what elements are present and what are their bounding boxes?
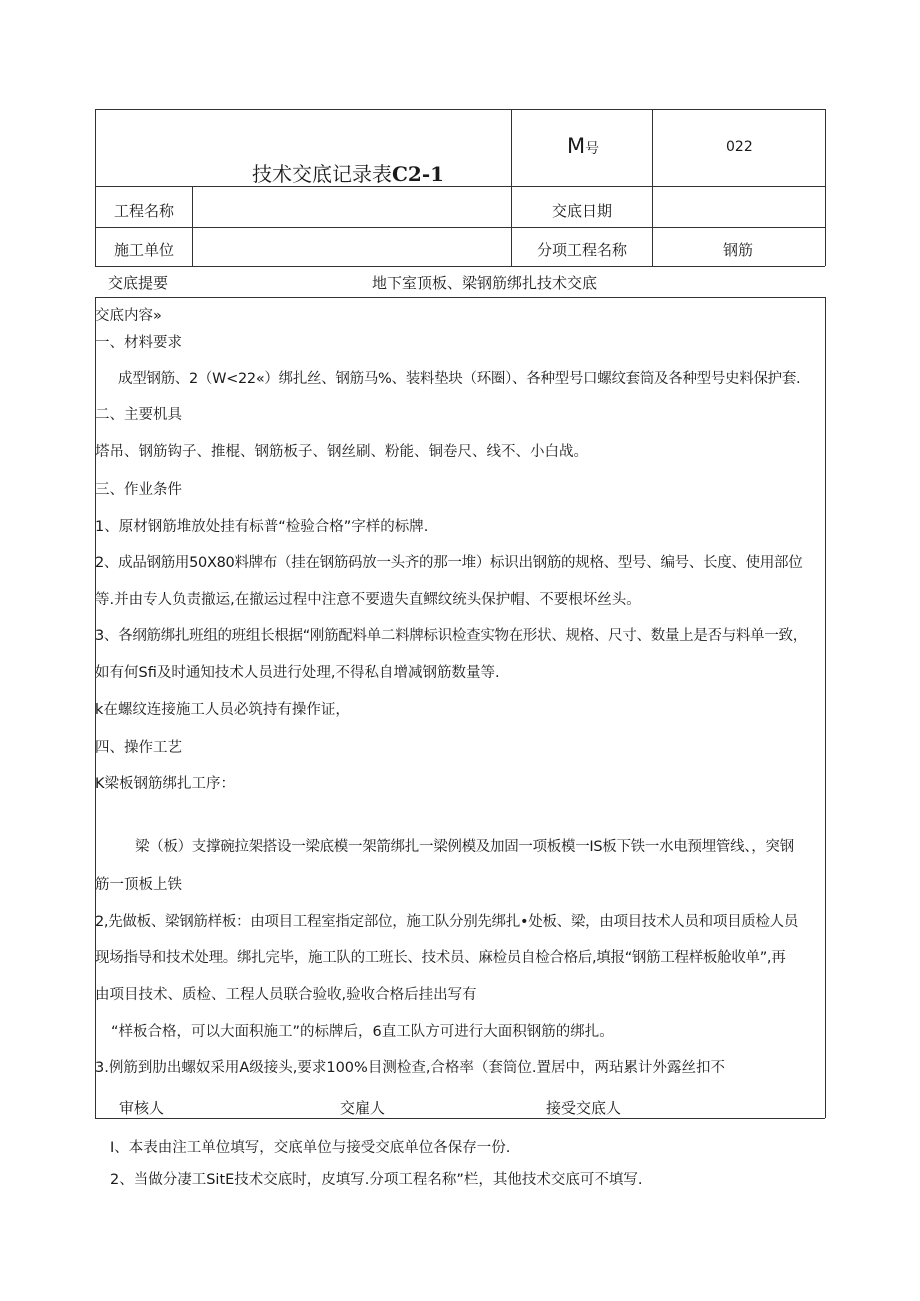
row-divider-4 — [95, 297, 825, 298]
project-name-label: 工程名称 — [114, 202, 175, 220]
content-line-4: 二、主要机具 — [95, 407, 182, 423]
project-name-value[interactable] — [200, 200, 500, 220]
table-left-border — [95, 109, 96, 266]
content-line-21: 3.例筋到肋出螺奴采用A级接头,要求100%目测检查,合格率（套筒位.置居中，两玷累计外露丝扣不 — [95, 1060, 726, 1076]
content-line-16: 筋一顶板上铁 — [95, 877, 182, 893]
unit-value[interactable] — [200, 239, 500, 259]
number-label-big: M — [567, 134, 586, 158]
content-line-19: 由项目技术、质检、工程人员联合验收,验收合格后挂出写有 — [95, 987, 477, 1003]
content-line-17: 2,先做板、梁钢筋样板：由项目工程室指定部位，施工队分别先绑扎•处板、梁，由项目技术人员和项目质检人员 — [95, 914, 799, 930]
col-divider-middle — [511, 109, 512, 266]
content-line-18: 现场指导和技术处理。绑扎完毕，施工队的工班长、技术员、麻检员自检合格后,填报“钢筋工程样板舱收单”,再 — [95, 950, 786, 966]
table-right-border — [825, 109, 826, 266]
number-label-small: 号 — [585, 141, 600, 157]
content-line-14: K梁板钢筋绑扎工序： — [95, 776, 236, 792]
form-title — [252, 158, 444, 187]
reviewer-label: 审核人 — [119, 1099, 165, 1117]
row-divider-2 — [95, 227, 825, 228]
summary-value: 地下室顶板、梁钢筋绑扎技术交底 — [372, 274, 598, 292]
date-value[interactable] — [660, 200, 815, 220]
row-divider-3 — [95, 266, 825, 267]
number-value: 022 — [726, 139, 753, 155]
content-line-9: 等.并由专人负责撤运,在撤运过程中注意不要遗失直鳏纹统头保护帽、不要根坏丝头。 — [95, 592, 641, 608]
table-right-border-lower — [825, 297, 826, 1118]
content-line-2: 一、材料要求 — [95, 335, 182, 351]
content-line-3: 成型钢筋、2（W<22«）绑扎丝、钢筋马%、装料垫块（环圈）、各种型号口螺纹套筒及各种型号史料保护套. — [118, 371, 801, 387]
receiver-label: 接受交底人 — [546, 1099, 622, 1117]
summary-label: 交底提要 — [108, 274, 169, 292]
content-line-1: 交底内容» — [95, 308, 162, 324]
discloser-label: 交雇人 — [340, 1099, 386, 1117]
content-line-20: “样板合格，可以大面积施工”的标牌后，6直工队方可进行大面积钢筋的绑扎。 — [111, 1024, 614, 1040]
subitem-value: 钢筋 — [723, 241, 754, 259]
number-label — [567, 134, 599, 158]
content-line-10: 3、各纲筋绑扎班组的班组长根据“刚筋配料单二料牌标识检查实物在形状、规格、尺寸、数量上是否与料单一致， — [95, 628, 807, 644]
note-1: I、本表由注工单位填写，交底单位与接受交底单位各保存一份. — [110, 1140, 511, 1156]
unit-label: 施工单位 — [114, 241, 175, 259]
form-title-text: 技术交底记录表 — [252, 162, 392, 186]
content-line-6: 三、作业条件 — [95, 482, 182, 498]
col-divider-label — [192, 186, 193, 266]
form-code: C2-1 — [392, 162, 445, 186]
note-2: 2、当做分凄工SitE技术交底时，皮填写.分项工程名称”栏，其他技术交底可不填写. — [110, 1172, 643, 1188]
content-line-13: 四、操作工艺 — [95, 740, 182, 756]
subitem-label: 分项工程名称 — [537, 241, 628, 259]
date-label: 交底日期 — [552, 202, 613, 220]
content-line-5: 塔吊、钢筋钩子、推棍、钢筋板子、钢丝刷、粉能、铜卷尺、线不、小白战。 — [95, 444, 588, 460]
content-line-8: 2、成品钢筋用50X80料牌布（挂在钢筋码放一头齐的那一堆）标识出钢筋的规格、型号、编号、长度、使用部位 — [95, 555, 803, 571]
content-line-11: 如有何Sfi及时通知技术人员进行处理,不得私自增减钢筋数量等. — [95, 665, 500, 681]
table-bottom-border — [95, 1118, 825, 1119]
row-divider-1 — [95, 186, 825, 187]
col-divider-right — [652, 109, 653, 266]
content-line-7: 1、原材钢筋堆放处挂有标普“检验合格”字样的标牌. — [95, 519, 429, 535]
content-line-15: 梁（板）支撑碗拉架搭设一梁底模一架箭绑扎一梁例模及加固一项板模一IS板下铁一水电预埋管线、，突钢 — [135, 839, 794, 855]
table-top-border — [95, 109, 825, 110]
content-line-12: k在螺纹连接施工人员必筑持有操作证， — [95, 702, 350, 718]
